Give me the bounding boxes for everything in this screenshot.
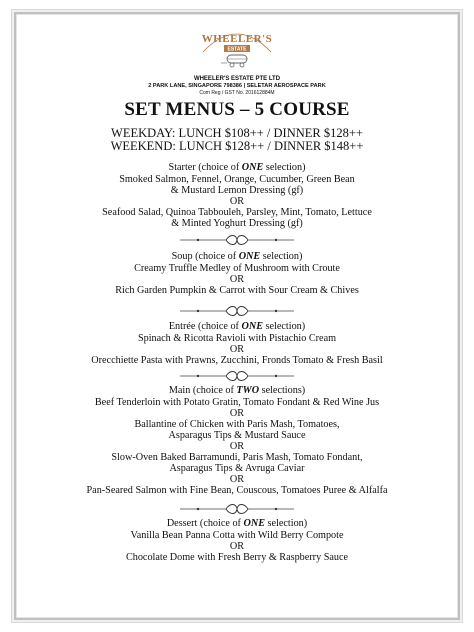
or-separator: OR — [229, 441, 245, 452]
or-separator: OR — [229, 274, 245, 285]
main-item-line: Ballantine of Chicken with Paris Mash, Tomatoes, — [134, 419, 340, 430]
main-item-line: Asparagus Tips & Mustard Sauce — [168, 430, 306, 441]
weekend-pricing: WEEKEND: LUNCH $128++ / DINNER $148++ — [110, 139, 364, 153]
company-address: 2 PARK LANE, SINGAPORE 798386 | SELETAR AEROSPACE PARK — [148, 83, 326, 89]
entree-item-line: Spinach & Ricotta Ravioli with Pistachio Cream — [137, 333, 337, 344]
ornament-divider — [178, 503, 296, 515]
or-separator: OR — [229, 344, 245, 355]
soup-item-line: Rich Garden Pumpkin & Carrot with Sour Cream & Chives — [115, 285, 359, 296]
ornament-divider — [178, 234, 296, 246]
weekday-pricing: WEEKDAY: LUNCH $108++ / DINNER $128++ — [111, 126, 363, 140]
main-item-line: Pan-Seared Salmon with Fine Bean, Couscous, Tomatoes Puree & Alfalfa — [86, 485, 388, 496]
starter-item-line: & Mustard Lemon Dressing (gf) — [170, 185, 304, 196]
soup-item-line: Creamy Truffle Medley of Mushroom with Croute — [134, 263, 340, 274]
main-item-line: Asparagus Tips & Avruga Caviar — [169, 463, 305, 474]
or-separator: OR — [229, 196, 245, 207]
company-name: WHEELER'S ESTATE PTE LTD — [193, 76, 281, 82]
entree-item-line: Orecchiette Pasta with Prawns, Zucchini, Fronds Tomato & Fresh Basil — [91, 355, 383, 366]
or-separator: OR — [229, 541, 245, 552]
ornament-divider — [178, 305, 296, 317]
svg-text:WHEELER'S: WHEELER'S — [201, 33, 273, 45]
starter-item-line: & Minted Yoghurt Dressing (gf) — [171, 218, 303, 229]
dessert-item-line: Vanilla Bean Panna Cotta with Wild Berry Compote — [130, 530, 344, 541]
entree-heading: Entrée (choice of ONE selection) — [168, 321, 306, 332]
company-registration: Com Reg / GST No. 201612884M — [199, 90, 275, 96]
wheelers-estate-logo — [197, 22, 277, 74]
soup-heading: Soup (choice of ONE selection) — [171, 251, 303, 262]
main-item-line: Slow-Oven Baked Barramundi, Paris Mash, Tomato Fondant, — [111, 452, 363, 463]
starter-item-line: Seafood Salad, Quinoa Tabbouleh, Parsley, Mint, Tomato, Lettuce — [102, 207, 372, 218]
dessert-heading: Dessert (choice of ONE selection) — [166, 518, 308, 529]
or-separator: OR — [229, 408, 245, 419]
main-item-line: Beef Tenderloin with Potato Gratin, Tomato Fondant & Red Wine Jus — [94, 397, 380, 408]
menu-title: SET MENUS – 5 COURSE — [124, 99, 350, 120]
dessert-item-line: Chocolate Dome with Fresh Berry & Raspberry Sauce — [125, 552, 349, 563]
starter-item-line: Smoked Salmon, Fennel, Orange, Cucumber, Green Bean — [119, 174, 355, 185]
main-heading: Main (choice of TWO selections) — [168, 385, 306, 396]
ornament-divider — [178, 370, 296, 382]
svg-text:ESTATE: ESTATE — [227, 46, 247, 53]
or-separator: OR — [229, 474, 245, 485]
starter-heading: Starter (choice of ONE selection) — [168, 162, 306, 173]
